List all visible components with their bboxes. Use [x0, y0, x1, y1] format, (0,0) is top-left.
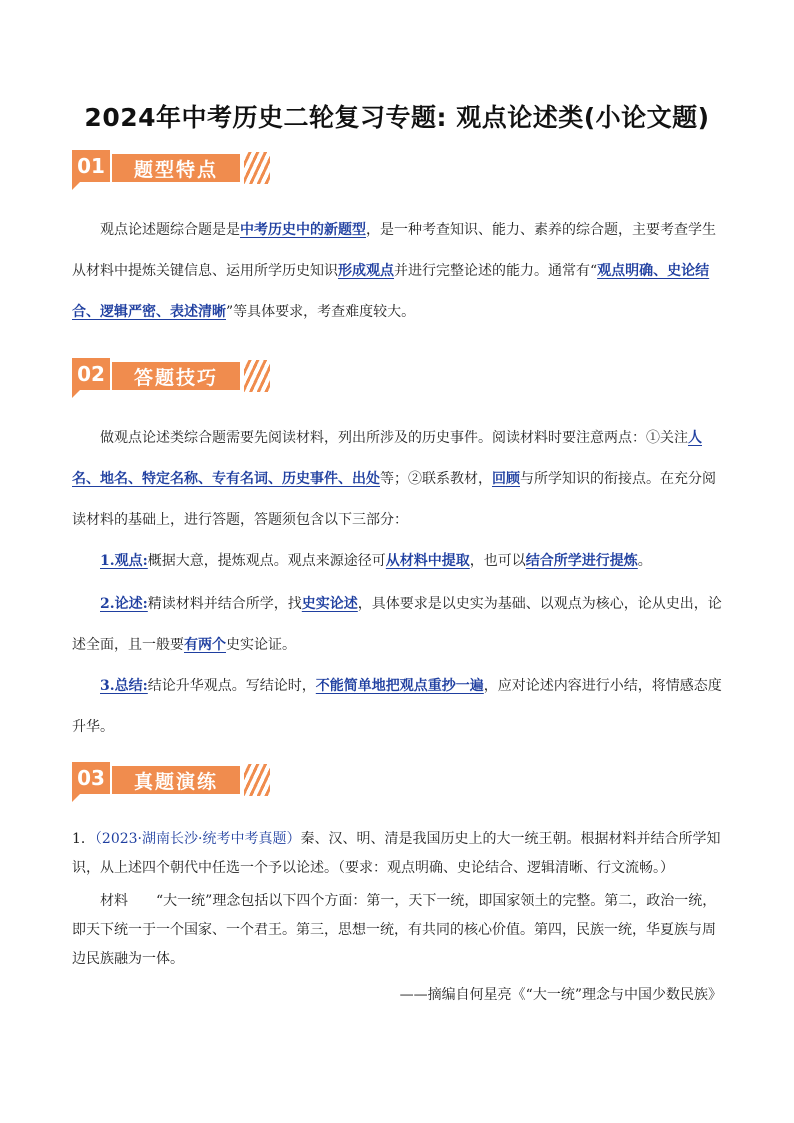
- question-number: 1．: [72, 831, 95, 847]
- stripes-decoration: [244, 152, 270, 184]
- features-paragraph: [72, 210, 724, 333]
- text: 并进行完整论述的能力。通常有“: [394, 263, 598, 279]
- text: 概据大意，提炼观点。观点来源途径可: [147, 553, 386, 569]
- highlight-term: 不能简单地把观点重抄一遍: [315, 678, 484, 694]
- point-label: 2.论述:: [100, 596, 148, 612]
- highlight-term: 史实论述: [301, 596, 358, 612]
- highlight-term: 中考历史中的新题型: [240, 222, 366, 238]
- section-header-tips: [72, 358, 272, 398]
- text: 精读材料并结合所学，找: [147, 596, 302, 612]
- section-number: 03: [72, 762, 110, 794]
- text: ，也可以: [469, 553, 526, 569]
- text: 观点论述题综合题是是: [100, 222, 240, 238]
- page-title: 2024年中考历史二轮复习专题: 观点论述类(小论文题): [84, 103, 710, 132]
- point-label: 3.总结:: [100, 678, 148, 694]
- text: ”等具体要求，考查难度较大。: [226, 304, 416, 320]
- question-source: （2023·湖南长沙·统考中考真题）: [94, 831, 301, 847]
- highlight-term: 形成观点: [338, 263, 394, 279]
- section-number-tail: [72, 182, 80, 190]
- highlight-term: 回顾: [492, 471, 520, 487]
- tip-point-viewpoint: [72, 541, 724, 582]
- text: 史实论证。: [226, 637, 296, 653]
- text: 结论升华观点。写结论时，: [147, 678, 316, 694]
- section-label: 答题技巧: [112, 362, 240, 390]
- highlight-term: 人名、地名、特定名称、专有名词、历史事件、出处: [72, 430, 702, 487]
- highlight-term: 有两个: [184, 637, 226, 653]
- question-text: 秦、汉、明、清是我国历史上的大一统王朝。根据材料并结合所学知识，从上述四个朝代中任选一个予以论述。（要求：观点明确、史论结合、逻辑清晰、行文流畅。）: [72, 831, 721, 876]
- section-number-tail: [72, 794, 80, 802]
- section-header-features: [72, 150, 272, 190]
- section-label: 真题演练: [112, 766, 240, 794]
- material-text: 材料 “大一统”理念包括以下四个方面：第一，天下一统，即国家领土的完整。第二，政治一统，即天下统一于一个国家、一个君王。第三，思想一统，有共同的核心价值。第四，民族一统，华夏族与周边民族融为一体。: [72, 893, 717, 967]
- section-label: 题型特点: [112, 154, 240, 182]
- question-stem: [72, 825, 724, 883]
- section-number: 01: [72, 150, 110, 182]
- section-number-tail: [72, 390, 80, 398]
- text: 与所学知识的衔接点。在充分阅读材料的基础上，进行答题，答题须包含以下三部分：: [72, 471, 716, 528]
- text: 做观点论述类综合题需要先阅读材料，列出所涉及的历史事件。阅读材料时要注意两点：①关注: [100, 430, 688, 446]
- tips-paragraph: [72, 418, 724, 541]
- text: 等；②联系教材，: [380, 471, 492, 487]
- highlight-term: 从材料中提取: [385, 553, 470, 569]
- section-header-practice: [72, 762, 272, 802]
- material-attribution: ——摘编自何星亮《“大一统”理念与中国少数民族》: [399, 987, 722, 1003]
- stripes-decoration: [244, 360, 270, 392]
- section-number: 02: [72, 358, 110, 390]
- stripes-decoration: [244, 764, 270, 796]
- text: ，应对论述内容进行小结，将情感态度升华。: [72, 678, 722, 735]
- highlight-term: 观点明确、史论结合、逻辑严密、表述清晰: [72, 263, 710, 320]
- text: ，是一种考查知识、能力、素养的综合题，主要考查学生从材料中提炼关键信息、运用所学历史知识: [72, 222, 716, 279]
- tip-point-argument: [72, 584, 724, 666]
- highlight-term: 结合所学进行提炼: [525, 553, 638, 569]
- text: 。: [637, 553, 652, 569]
- text: ，具体要求是以史实为基础、以观点为核心，论从史出，论述全面，且一般要: [72, 596, 722, 653]
- point-label: 1.观点:: [100, 553, 148, 569]
- tip-point-summary: [72, 666, 724, 748]
